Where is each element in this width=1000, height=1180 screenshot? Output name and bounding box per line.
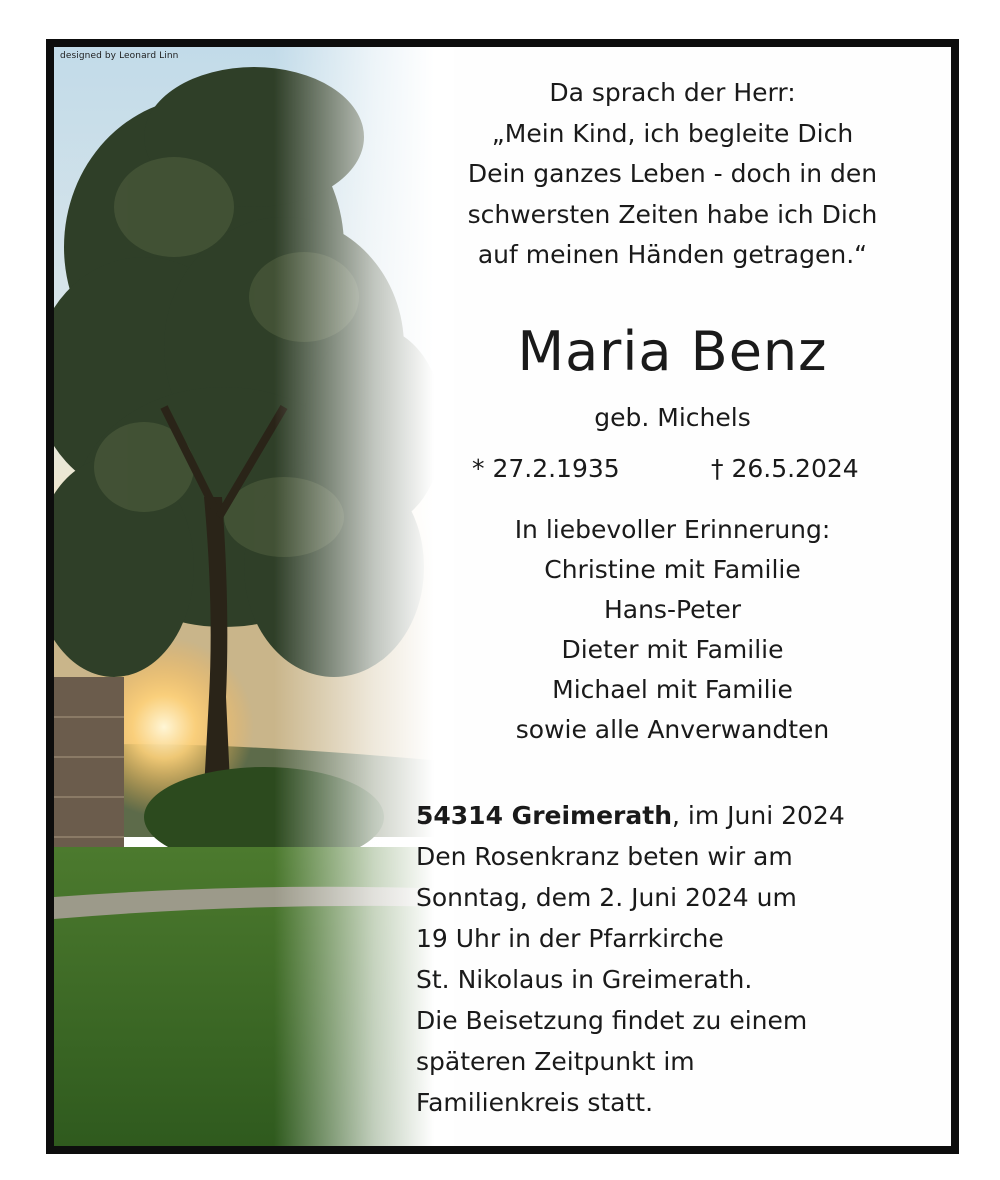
mourners-list (394, 510, 951, 750)
mourner-line: Christine mit Familie (544, 555, 801, 584)
obituary-text (394, 47, 951, 1146)
service-info (416, 795, 845, 1123)
photo-credit: designed by Leonard Linn (60, 51, 179, 61)
mourner-line: Dieter mit Familie (561, 635, 784, 664)
death-date: † 26.5.2024 (711, 454, 859, 483)
service-line: Den Rosenkranz beten wir am (416, 842, 793, 871)
mourner-line: Michael mit Familie (552, 675, 793, 704)
date-text: , im Juni 2024 (672, 801, 845, 830)
birth-date: * 27.2.1935 (472, 454, 620, 483)
service-line: St. Nikolaus in Greimerath. (416, 965, 753, 994)
mourner-line: Hans-Peter (603, 595, 742, 624)
obituary-frame (46, 39, 959, 1154)
service-line: Die Beisetzung findet zu einem (416, 1006, 808, 1035)
service-line: 19 Uhr in der Pfarrkirche (416, 924, 724, 953)
place-date-line (416, 795, 845, 836)
mourner-line: In liebevoller Erinnerung: (514, 515, 831, 544)
maiden-name: geb. Michels (594, 403, 751, 432)
place: 54314 Greimerath (416, 801, 673, 830)
bible-verse (394, 73, 951, 276)
verse-line: „Mein Kind, ich begleite Dich (491, 118, 854, 148)
verse-line: auf meinen Händen getragen.“ (477, 240, 868, 269)
mourner-line: sowie alle Anverwandten (515, 715, 830, 744)
service-line: späteren Zeitpunkt im (416, 1047, 695, 1076)
service-line: Sonntag, dem 2. Juni 2024 um (416, 883, 797, 912)
verse-line: Da sprach der Herr: (549, 78, 796, 107)
verse-line: Dein ganzes Leben - doch in den (467, 159, 878, 188)
service-line: Familienkreis statt. (416, 1088, 654, 1117)
verse-line: schwersten Zeiten habe ich Dich (467, 199, 878, 229)
deceased-name: Maria Benz (517, 320, 828, 383)
